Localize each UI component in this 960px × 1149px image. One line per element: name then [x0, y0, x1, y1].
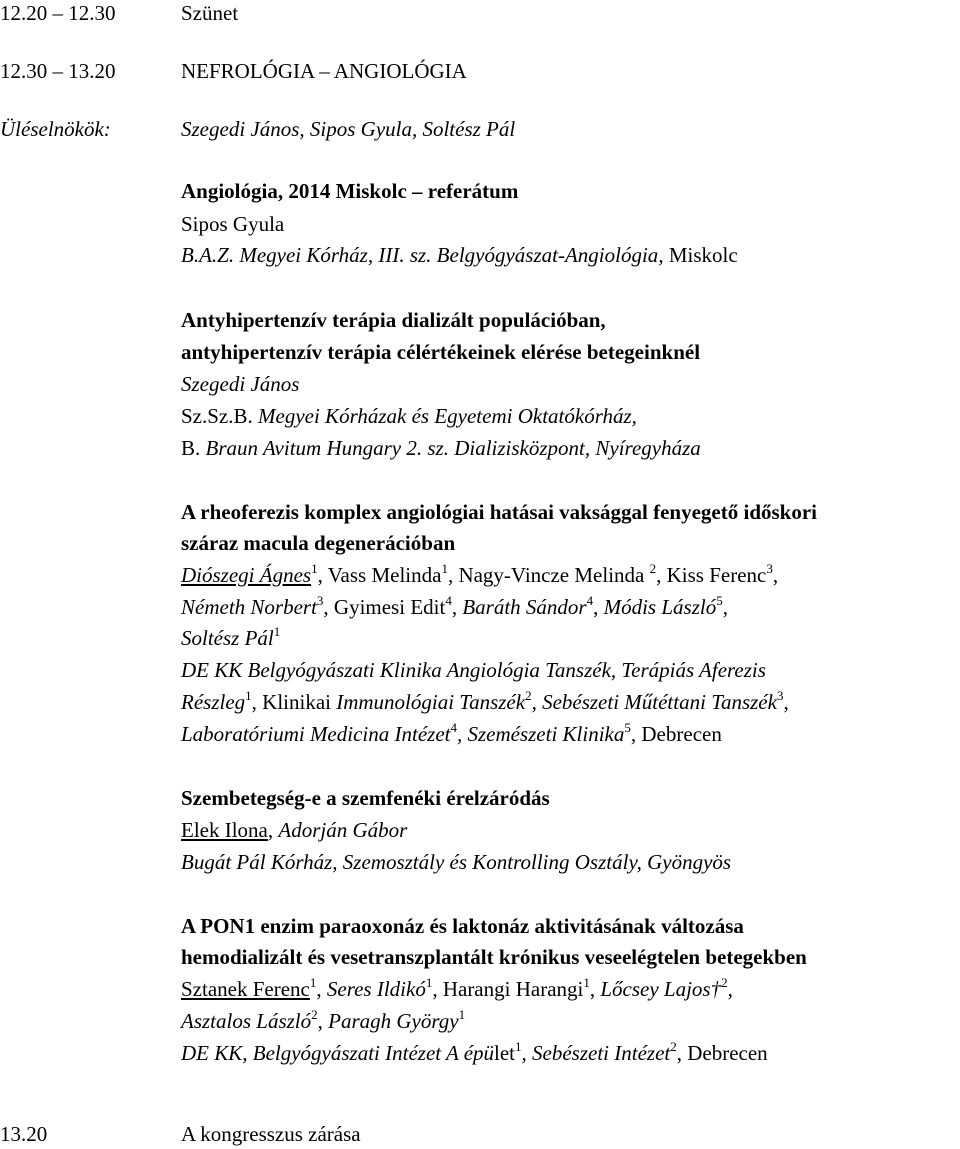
talk-5-affiliation: DE KK, Belgyógyászati Intézet A épület$^1$, Sebészeti Intézet$^2$, Debrecen: [181, 1039, 768, 1065]
talk-3-authors-line-3: Soltész Pál$^1$: [181, 624, 281, 650]
talk-3-title-line-1: A rheoferezis komplex angiológiai hatásai vaksággal fenyegető időskori: [181, 500, 818, 524]
talk-5-authors-line-1: Sztanek Ferenc$^1$, Seres Ildikó$^1$, Harangi Harangi$^1$, Lőcsey Lajos†$^2$,: [181, 975, 733, 1001]
talk-2-affiliation-2: B. Braun Avitum Hungary 2. sz. Dializisközpont, Nyíregyháza: [181, 436, 701, 460]
talk-4-affiliation: Bugát Pál Kórház, Szemosztály és Kontrolling Osztály, Gyöngyös: [181, 850, 732, 874]
talk-5-authors-line-2: Asztalos László$^2$, Paragh György$^1$: [181, 1007, 466, 1033]
presenting-author: Elek Ilona: [181, 818, 268, 842]
break-label: Szünet: [181, 1, 239, 25]
presenting-author: Sztanek Ferenc: [181, 977, 310, 1001]
talk-3-affiliation-2: Részleg$^1$, Klinikai Immunológiai Tanszék$^2$, Sebészeti Műtéttani Tanszék$^3$,: [181, 688, 789, 714]
talk-1-affiliation: B.A.Z. Megyei Kórház, III. sz. Belgyógyászat-Angiológia, Miskolc: [181, 243, 738, 267]
talk-3-title-line-2: száraz macula degenerációban: [181, 531, 456, 555]
closing-label: A kongresszus zárása: [181, 1122, 361, 1146]
talk-2-affiliation-1: Sz.Sz.B. Megyei Kórházak és Egyetemi Oktatókórház,: [181, 404, 637, 428]
session-time: 12.30 – 13.20: [0, 59, 116, 83]
chairs-names: Szegedi János, Sipos Gyula, Soltész Pál: [181, 117, 516, 141]
talk-4-authors: Elek Ilona, Adorján Gábor: [181, 818, 408, 842]
deceased-dagger-icon: †: [710, 977, 722, 1001]
break-time: 12.20 – 12.30: [0, 1, 116, 25]
talk-4-title: Szembetegség-e a szemfenéki érelzáródás: [181, 786, 550, 810]
talk-2-title-line-2: antyhipertenzív terápia célértékeinek elérése betegeinknél: [181, 340, 701, 364]
talk-2-title-line-1: Antyhipertenzív terápia dializált populációban,: [181, 308, 606, 332]
closing-time: 13.20: [0, 1122, 48, 1146]
talk-1-author: Sipos Gyula: [181, 212, 285, 236]
chairs-label: Üléselnökök:: [0, 117, 111, 141]
talk-3-affiliation-1: DE KK Belgyógyászati Klinika Angiológia Tanszék, Terápiás Aferezis: [181, 658, 766, 682]
talk-5-title-line-1: A PON1 enzim paraoxonáz és laktonáz aktivitásának változása: [181, 914, 744, 938]
session-title: NEFROLÓGIA – ANGIOLÓGIA: [181, 59, 467, 83]
talk-3-authors-line-1: Diószegi Ágnes$^1$, Vass Melinda$^1$, Nagy-Vincze Melinda $^2$, Kiss Ferenc$^3$,: [181, 561, 779, 587]
talk-5-title-line-2: hemodializált és vesetranszplantált krónikus veseelégtelen betegekben: [181, 945, 807, 969]
talk-3-affiliation-3: Laboratóriumi Medicina Intézet$^4$, Szemészeti Klinika$^5$, Debrecen: [181, 720, 722, 746]
presenting-author: Diószegi Ágnes: [181, 563, 312, 587]
talk-3-authors-line-2: Németh Norbert$^3$, Gyimesi Edit$^4$, Baráth Sándor$^4$, Módis László$^5$,: [181, 593, 728, 619]
talk-1-title: Angiológia, 2014 Miskolc – referátum: [181, 179, 519, 203]
talk-2-author: Szegedi János: [181, 372, 300, 396]
